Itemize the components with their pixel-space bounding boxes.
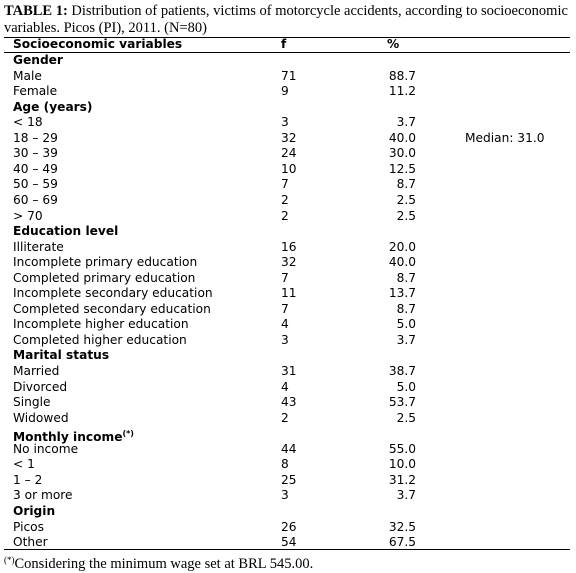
row-label: < 1 xyxy=(13,457,35,472)
group-title-text: Origin xyxy=(13,503,56,518)
row-percent: 40.0 xyxy=(388,130,416,145)
row-percent: 40.0 xyxy=(388,255,416,270)
row-percent: 8.7 xyxy=(396,301,416,316)
row-label: Completed higher education xyxy=(13,332,187,347)
row-label: Female xyxy=(13,84,58,99)
row-percent: 13.7 xyxy=(388,286,416,301)
row-percent: 12.5 xyxy=(388,161,416,176)
row-frequency: 32 xyxy=(281,255,297,270)
table-caption-text: Distribution of patients, victims of motorcycle accidents, according to socioeconomic variables. Picos (PI), 2011. (N=80) xyxy=(4,3,568,36)
row-label: 50 – 59 xyxy=(13,177,58,192)
group-title-text: Age (years) xyxy=(13,99,93,114)
row-label: Completed secondary education xyxy=(13,301,211,316)
table-caption xyxy=(4,3,570,37)
row-percent: 2.5 xyxy=(396,410,416,425)
group-title-text: Gender xyxy=(13,53,63,67)
row-percent: 8.7 xyxy=(396,177,416,192)
row-label: Picos xyxy=(13,519,44,534)
row-label: 40 – 49 xyxy=(13,161,58,176)
row-frequency: 32 xyxy=(281,130,297,145)
row-percent: 55.0 xyxy=(388,441,416,456)
group-title-footnote-mark: (*) xyxy=(122,429,134,439)
row-frequency: 4 xyxy=(281,317,289,332)
row-label: 60 – 69 xyxy=(13,192,58,207)
footnote-mark: (*) xyxy=(4,555,15,565)
table-label: TABLE 1: xyxy=(4,3,68,19)
row-percent: 67.5 xyxy=(388,535,416,550)
row-percent: 53.7 xyxy=(388,395,416,410)
row-percent: 88.7 xyxy=(388,68,416,83)
row-frequency: 8 xyxy=(281,457,289,472)
row-frequency: 3 xyxy=(281,332,289,347)
table-footnote xyxy=(4,552,313,573)
row-label: No income xyxy=(13,441,79,456)
row-percent: 31.2 xyxy=(388,472,416,487)
group-title xyxy=(13,53,63,69)
row-percent: 5.0 xyxy=(396,317,416,332)
row-label: Married xyxy=(13,364,60,378)
row-frequency: 9 xyxy=(281,84,289,99)
column-header-percent: % xyxy=(387,37,400,51)
column-header-frequency: f xyxy=(281,37,287,51)
row-frequency: 24 xyxy=(281,146,297,161)
row-percent: 8.7 xyxy=(396,270,416,285)
row-label: Completed primary education xyxy=(13,270,196,285)
row-frequency: 4 xyxy=(281,379,289,394)
row-frequency: 16 xyxy=(281,239,297,254)
row-label: Other xyxy=(13,535,48,550)
row-note: Median: 31.0 xyxy=(465,130,545,145)
row-frequency: 7 xyxy=(281,177,289,192)
row-frequency: 2 xyxy=(281,192,289,207)
group-title-text: Education level xyxy=(13,224,119,239)
row-frequency: 3 xyxy=(281,115,289,130)
row-frequency: 44 xyxy=(281,441,297,456)
row-label: Illiterate xyxy=(13,239,64,254)
row-percent: 3.7 xyxy=(396,332,416,347)
row-frequency: 43 xyxy=(281,395,297,410)
row-frequency: 7 xyxy=(281,301,289,316)
row-percent: 38.7 xyxy=(388,364,416,378)
bottom-rule xyxy=(4,549,570,550)
row-label: 1 – 2 xyxy=(13,472,43,487)
row-label: 3 or more xyxy=(13,488,73,503)
group-title-text: Monthly income xyxy=(13,430,123,445)
row-frequency: 11 xyxy=(281,286,297,301)
row-frequency: 2 xyxy=(281,208,289,223)
row-percent: 2.5 xyxy=(396,208,416,223)
row-label: > 70 xyxy=(13,208,43,223)
row-frequency: 3 xyxy=(281,488,289,503)
row-percent: 32.5 xyxy=(388,519,416,534)
row-percent: 5.0 xyxy=(396,379,416,394)
row-percent: 2.5 xyxy=(396,192,416,207)
row-label: Widowed xyxy=(13,410,69,425)
row-label: < 18 xyxy=(13,115,43,130)
row-frequency: 71 xyxy=(281,68,297,83)
footnote-text: Considering the minimum wage set at BRL 545.00. xyxy=(14,556,314,572)
row-percent: 3.7 xyxy=(396,115,416,130)
group-title xyxy=(13,348,109,364)
row-label: Incomplete secondary education xyxy=(13,286,213,301)
row-label: Incomplete primary education xyxy=(13,255,198,270)
group-title xyxy=(13,100,93,116)
row-frequency: 2 xyxy=(281,410,289,425)
row-frequency: 54 xyxy=(281,535,297,550)
row-label: 30 – 39 xyxy=(13,146,58,161)
row-frequency: 26 xyxy=(281,519,297,534)
row-frequency: 7 xyxy=(281,270,289,285)
row-frequency: 10 xyxy=(281,161,297,176)
row-label: Incomplete higher education xyxy=(13,317,189,332)
row-label: Divorced xyxy=(13,379,68,394)
row-label: Single xyxy=(13,395,51,410)
row-percent: 30.0 xyxy=(388,146,416,161)
row-label: 18 – 29 xyxy=(13,130,58,145)
group-title xyxy=(13,504,55,520)
row-percent: 10.0 xyxy=(388,457,416,472)
column-header-variable: Socioeconomic variables xyxy=(13,37,183,51)
group-title-text: Marital status xyxy=(13,348,110,363)
row-percent: 3.7 xyxy=(396,488,416,503)
row-percent: 20.0 xyxy=(388,239,416,254)
row-frequency: 25 xyxy=(281,472,297,487)
row-percent: 11.2 xyxy=(388,84,416,99)
group-title xyxy=(13,224,118,240)
row-frequency: 31 xyxy=(281,364,297,378)
row-label: Male xyxy=(13,68,42,83)
